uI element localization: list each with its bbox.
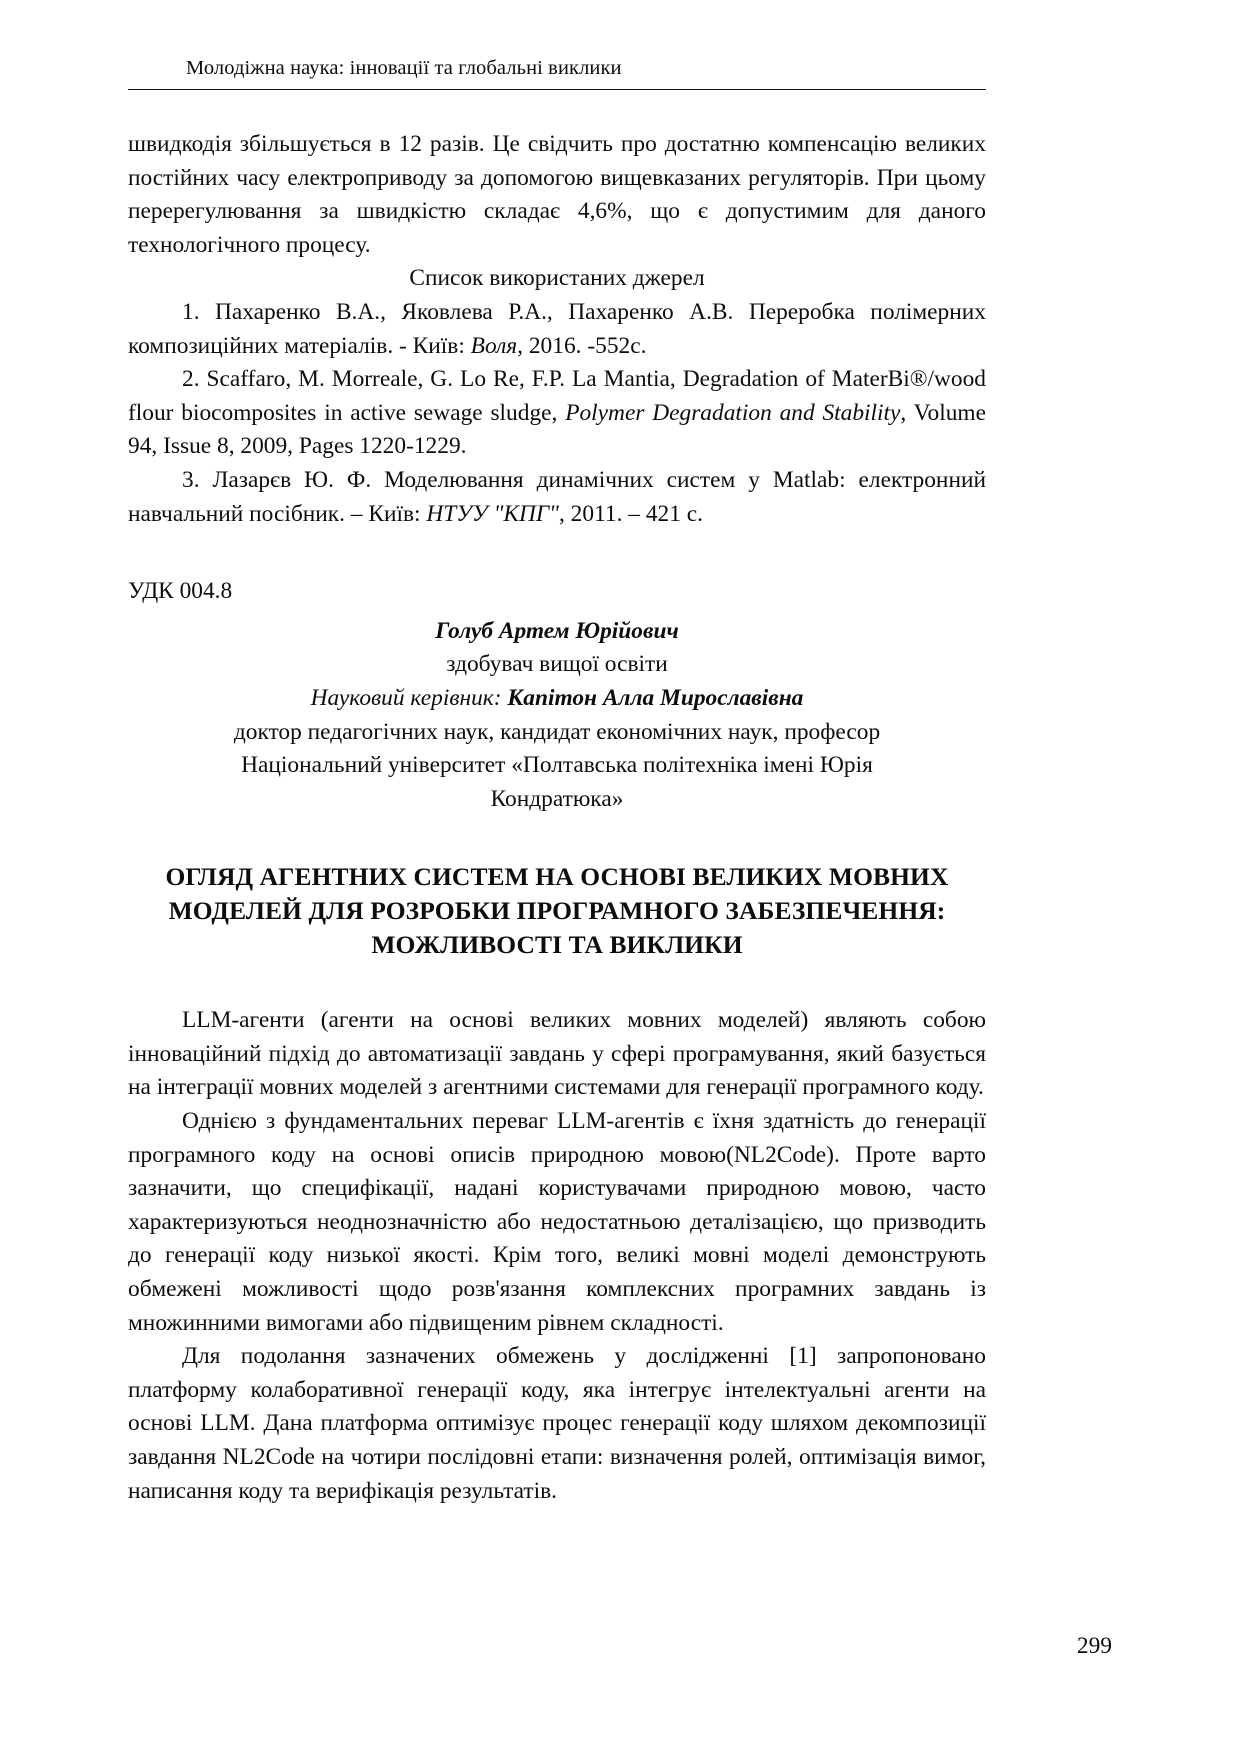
references-heading: Список використаних джерел bbox=[409, 265, 705, 292]
article-title bbox=[128, 860, 986, 962]
article-paragraph: Для подолання зазначених обмежень у дослідженні [1] запропоновано платформу колаборативної генерації коду, яка інтегрує інтелектуальні агенти на основі LLM. Дана платформа оптимізує процес генерації коду шляхом декомпозиції завдання NL2Code на чотири послідовні етапи: визначення ролей, оптимізація вимог, написання коду та верифікація результатів. bbox=[128, 1343, 986, 1504]
supervisor-name: Капітон Алла Мирославівна bbox=[507, 684, 804, 711]
affiliation-line-1: Національний університет «Полтавська політехніка імені Юрія bbox=[241, 752, 873, 779]
supervisor-degrees: доктор педагогічних наук, кандидат економічних наук, професор bbox=[233, 718, 881, 745]
text-column bbox=[128, 128, 986, 1508]
reference-number: 3. bbox=[182, 466, 200, 493]
affiliation-line-2: Кондратюка» bbox=[490, 785, 624, 812]
continued-paragraph: швидкодія збільшується в 12 разів. Це свідчить про достатню компенсацію великих постійних часу електроприводу за допомогою вищевказаних регуляторів. При цьому перерегулювання за швидкістю складає 4,6%, що є допустимим для даного технологічного процесу. bbox=[128, 131, 986, 258]
supervisor-line bbox=[128, 682, 986, 716]
reference-text-after: , Volume 94, Issue 8, 2009, Pages 1220-1229. bbox=[128, 399, 986, 460]
article-title-line-1: ОГЛЯД АГЕНТНИХ СИСТЕМ НА ОСНОВІ ВЕЛИКИХ МОВНИХ bbox=[165, 862, 949, 892]
article-paragraph: LLM-агенти (агенти на основі великих мовних моделей) являють собою інноваційний підхід до автоматизації завдань у сфері програмування, який базується на інтеграції мовних моделей з агентними системами для генерації програмного коду. bbox=[128, 1007, 986, 1101]
supervisor-label: Науковий керівник: bbox=[310, 684, 502, 711]
spacer bbox=[128, 531, 986, 575]
reference-item bbox=[128, 464, 986, 531]
reference-text-after: , 2016. -552с. bbox=[517, 332, 647, 359]
header-divider bbox=[128, 89, 986, 90]
spacer bbox=[128, 962, 986, 1004]
udk-code: УДК 004.8 bbox=[128, 578, 233, 605]
reference-text-before: Scaffaro, M. Morreale, G. Lo Re, F.P. La Mantia, Degradation of MaterBi®/wood flour biocomposites in active sewage sludge, bbox=[128, 366, 986, 426]
reference-source-italic: Polymer Degradation and Stability bbox=[565, 399, 901, 426]
author-block bbox=[128, 615, 986, 817]
running-header bbox=[128, 56, 986, 90]
reference-number: 2. bbox=[182, 366, 200, 393]
running-header-title: Молодіжна наука: інновації та глобальні виклики bbox=[186, 57, 622, 79]
reference-source-italic: НТУУ "КПГ" bbox=[426, 500, 559, 527]
reference-text-before: Лазарєв Ю. Ф. Моделювання динамічних систем у Matlab: електронний навчальний посібник. – Київ: bbox=[128, 466, 986, 527]
article-paragraph: Однією з фундаментальних переваг LLM-агентів є їхня здатність до генерації програмного коду на основі описів природною мовою(NL2Code). Проте варто зазначити, що специфікації, надані користувачами природною мовою, часто характеризуються неоднозначністю або недостатньою деталізацією, що призводить до генерації коду низької якості. Крім того, великі мовні моделі демонструють обмежені можливості щодо розв'язання комплексних програмних завдань із множинними вимогами або підвищеним рівнем складності. bbox=[128, 1108, 986, 1336]
article-title-line-3: МОЖЛИВОСТІ ТА ВИКЛИКИ bbox=[371, 930, 743, 960]
reference-item bbox=[128, 363, 986, 464]
reference-number: 1. bbox=[182, 298, 200, 325]
page-number: 299 bbox=[1076, 1632, 1112, 1659]
reference-text-before: Пахаренко В.А., Яковлева Р.А., Пахаренко А.В. Переробка полімерних композиційних матеріалів. - Київ: bbox=[128, 298, 986, 359]
spacer bbox=[128, 816, 986, 860]
author-role: здобувач вищої освіти bbox=[446, 651, 668, 678]
author-name: Голуб Артем Юрійович bbox=[435, 617, 679, 644]
reference-item bbox=[128, 296, 986, 363]
reference-text-after: , 2011. – 421 с. bbox=[558, 500, 703, 527]
reference-source-italic: Воля bbox=[470, 332, 518, 359]
article-title-line-2: МОДЕЛЕЙ ДЛЯ РОЗРОБКИ ПРОГРАМНОГО ЗАБЕЗПЕЧЕННЯ: bbox=[168, 896, 946, 926]
